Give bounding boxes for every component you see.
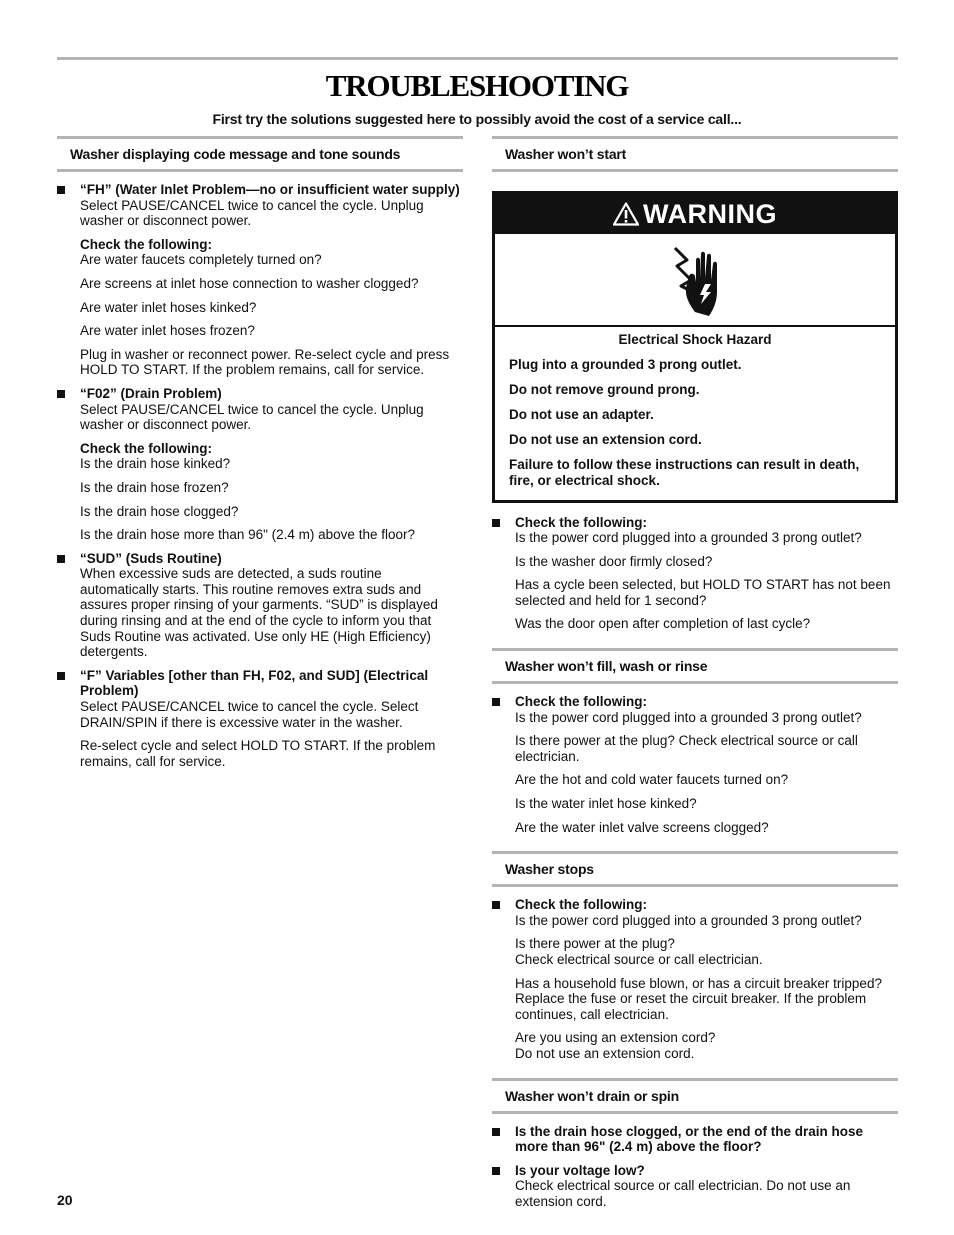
check-line: Is the drain hose clogged? (80, 503, 239, 519)
section-wont-fill (492, 648, 898, 835)
item-title: Is the drain hose clogged, or the end of the drain hose more than 96" (2.4 m) above the floor? (515, 1123, 864, 1155)
check-label: Check the following: (515, 694, 648, 710)
warning-bar (495, 194, 895, 234)
page-number: 20 (57, 1192, 73, 1208)
warning-line: Plug into a grounded 3 prong outlet. (509, 356, 742, 372)
check-block (515, 936, 898, 967)
check-block (80, 441, 463, 472)
code-message-list (57, 182, 463, 769)
warning-body (495, 327, 895, 500)
section-header-wont-fill: Washer won’t fill, wash or rinse (492, 648, 898, 684)
check-label: Check the following: (515, 897, 648, 913)
warning-triangle-icon (613, 202, 639, 226)
check-line: Check electrical source or call electrician. (515, 952, 763, 967)
electric-shock-hand-icon (655, 240, 735, 320)
left-column (57, 136, 463, 777)
bullet-icon (492, 1167, 500, 1175)
check-line: Are water inlet hoses kinked? (80, 299, 257, 315)
warning-line: Do not use an adapter. (509, 406, 654, 422)
check-line: Is the drain hose kinked? (80, 456, 231, 472)
item-description: Select PAUSE/CANCEL twice to cancel the cycle. Unplug washer or disconnect power. (80, 401, 424, 433)
item-title: “F” Variables [other than FH, F02, and SUD] (Electrical Problem) (80, 667, 429, 699)
warning-label: WARNING (643, 198, 777, 229)
check-line: Is there power at the plug? Check electrical source or call electrician. (515, 733, 858, 764)
check-block (515, 897, 898, 928)
warning-box (492, 191, 898, 503)
check-block (515, 694, 898, 725)
check-line: Is there power at the plug? (515, 936, 675, 952)
check-line: Are you using an extension cord? (515, 1030, 716, 1046)
section-header-code-message: Washer displaying code message and tone sounds (57, 136, 463, 172)
bullet-icon (57, 186, 65, 194)
check-block (515, 976, 898, 1023)
section-header-wont-drain: Washer won’t drain or spin (492, 1078, 898, 1114)
item-title: Is your voltage low? (515, 1162, 645, 1178)
wont-start-list (492, 515, 898, 633)
check-line: Are water faucets completely turned on? (80, 252, 322, 268)
warning-line: Do not remove ground prong. (509, 381, 700, 397)
warning-line: Failure to follow these instructions can result in death, fire, or electrical shock. (509, 456, 860, 488)
top-rule (57, 57, 898, 60)
wont-fill-list (492, 694, 898, 835)
warning-line: Do not use an extension cord. (509, 431, 702, 447)
section-header-stops: Washer stops (492, 851, 898, 887)
bullet-icon (492, 1128, 500, 1136)
list-item-f-variables (57, 668, 463, 770)
hazard-title: Electrical Shock Hazard (618, 332, 772, 347)
check-line: Is the drain hose frozen? (80, 479, 229, 495)
stops-list (492, 897, 898, 1061)
section-stops (492, 851, 898, 1061)
check-block (515, 1030, 898, 1061)
item-note: Re-select cycle and select HOLD TO START. If the problem remains, call for service. (80, 738, 436, 769)
check-line: Are the hot and cold water faucets turned on? (515, 772, 789, 788)
item-description: When excessive suds are detected, a suds routine automatically starts. This routine removes extra suds and assures proper rinsing of your garments. “SUD” is displayed during rinsing and at the end of the cycle to inform you that Suds Routine was activated. Use only HE (High Efficiency) detergents. (80, 566, 438, 660)
list-item-fh (57, 182, 463, 378)
item-description: Select PAUSE/CANCEL twice to cancel the cycle. Unplug washer or disconnect power. (80, 197, 424, 229)
check-block (515, 515, 898, 546)
check-label: Check the following: (515, 514, 648, 530)
check-line: Is the water inlet hose kinked? (515, 796, 697, 812)
item-description: Check electrical source or call electrician. Do not use an extension cord. (515, 1178, 851, 1209)
check-line: Plug in washer or reconnect power. Re-select cycle and press HOLD TO START. If the problem remains, call for service. (80, 346, 450, 378)
check-line: Is the power cord plugged into a grounded 3 prong outlet? (515, 530, 862, 546)
bullet-icon (57, 390, 65, 398)
list-item-drain-hose (492, 1124, 898, 1155)
check-line: Has a household fuse blown, or has a circuit breaker tripped? (515, 975, 882, 991)
warning-graphic (495, 234, 895, 327)
bullet-icon (57, 672, 65, 680)
check-line: Are screens at inlet hose connection to washer clogged? (80, 275, 419, 291)
section-wont-drain (492, 1078, 898, 1210)
check-line: Is the drain hose more than 96" (2.4 m) above the floor? (80, 527, 415, 543)
check-line: Is the power cord plugged into a grounded 3 prong outlet? (515, 912, 862, 928)
check-line: Do not use an extension cord. (515, 1045, 695, 1061)
page-subtitle: First try the solutions suggested here to possibly avoid the cost of a service call... (212, 111, 742, 127)
check-line: Was the door open after completion of last cycle? (515, 616, 811, 632)
check-label: Check the following: (80, 236, 213, 252)
list-item-check (492, 515, 898, 633)
check-label: Check the following: (80, 440, 213, 456)
section-header-wont-start: Washer won’t start (492, 136, 898, 172)
check-line: Is the power cord plugged into a grounded 3 prong outlet? (515, 709, 862, 725)
item-title: “SUD” (Suds Routine) (80, 550, 222, 566)
bullet-icon (492, 698, 500, 706)
right-column (492, 136, 898, 1218)
bullet-icon (492, 519, 500, 527)
item-title: “FH” (Water Inlet Problem—no or insufficient water supply) (80, 182, 460, 197)
list-item-voltage (492, 1163, 898, 1210)
list-item-sud (57, 551, 463, 660)
item-title: “F02” (Drain Problem) (80, 385, 222, 401)
bullet-icon (57, 555, 65, 563)
list-item-check (492, 897, 898, 1061)
check-line: Are water inlet hoses frozen? (80, 323, 255, 339)
wont-drain-list (492, 1124, 898, 1210)
check-line: Are the water inlet valve screens clogged? (515, 819, 769, 835)
check-line: Has a cycle been selected, but HOLD TO START has not been selected and held for 1 second? (515, 577, 891, 608)
check-block (80, 237, 463, 268)
check-line: Replace the fuse or reset the circuit breaker. If the problem continues, call electrician. (515, 991, 867, 1022)
check-line: Is the washer door firmly closed? (515, 553, 713, 569)
page-title: TROUBLESHOOTING (325, 68, 629, 103)
list-item-check (492, 694, 898, 835)
bullet-icon (492, 901, 500, 909)
section-wont-start (492, 136, 898, 632)
list-item-f02 (57, 386, 463, 543)
item-description: Select PAUSE/CANCEL twice to cancel the cycle. Select DRAIN/SPIN if there is excessive water in the washer. (80, 699, 419, 730)
